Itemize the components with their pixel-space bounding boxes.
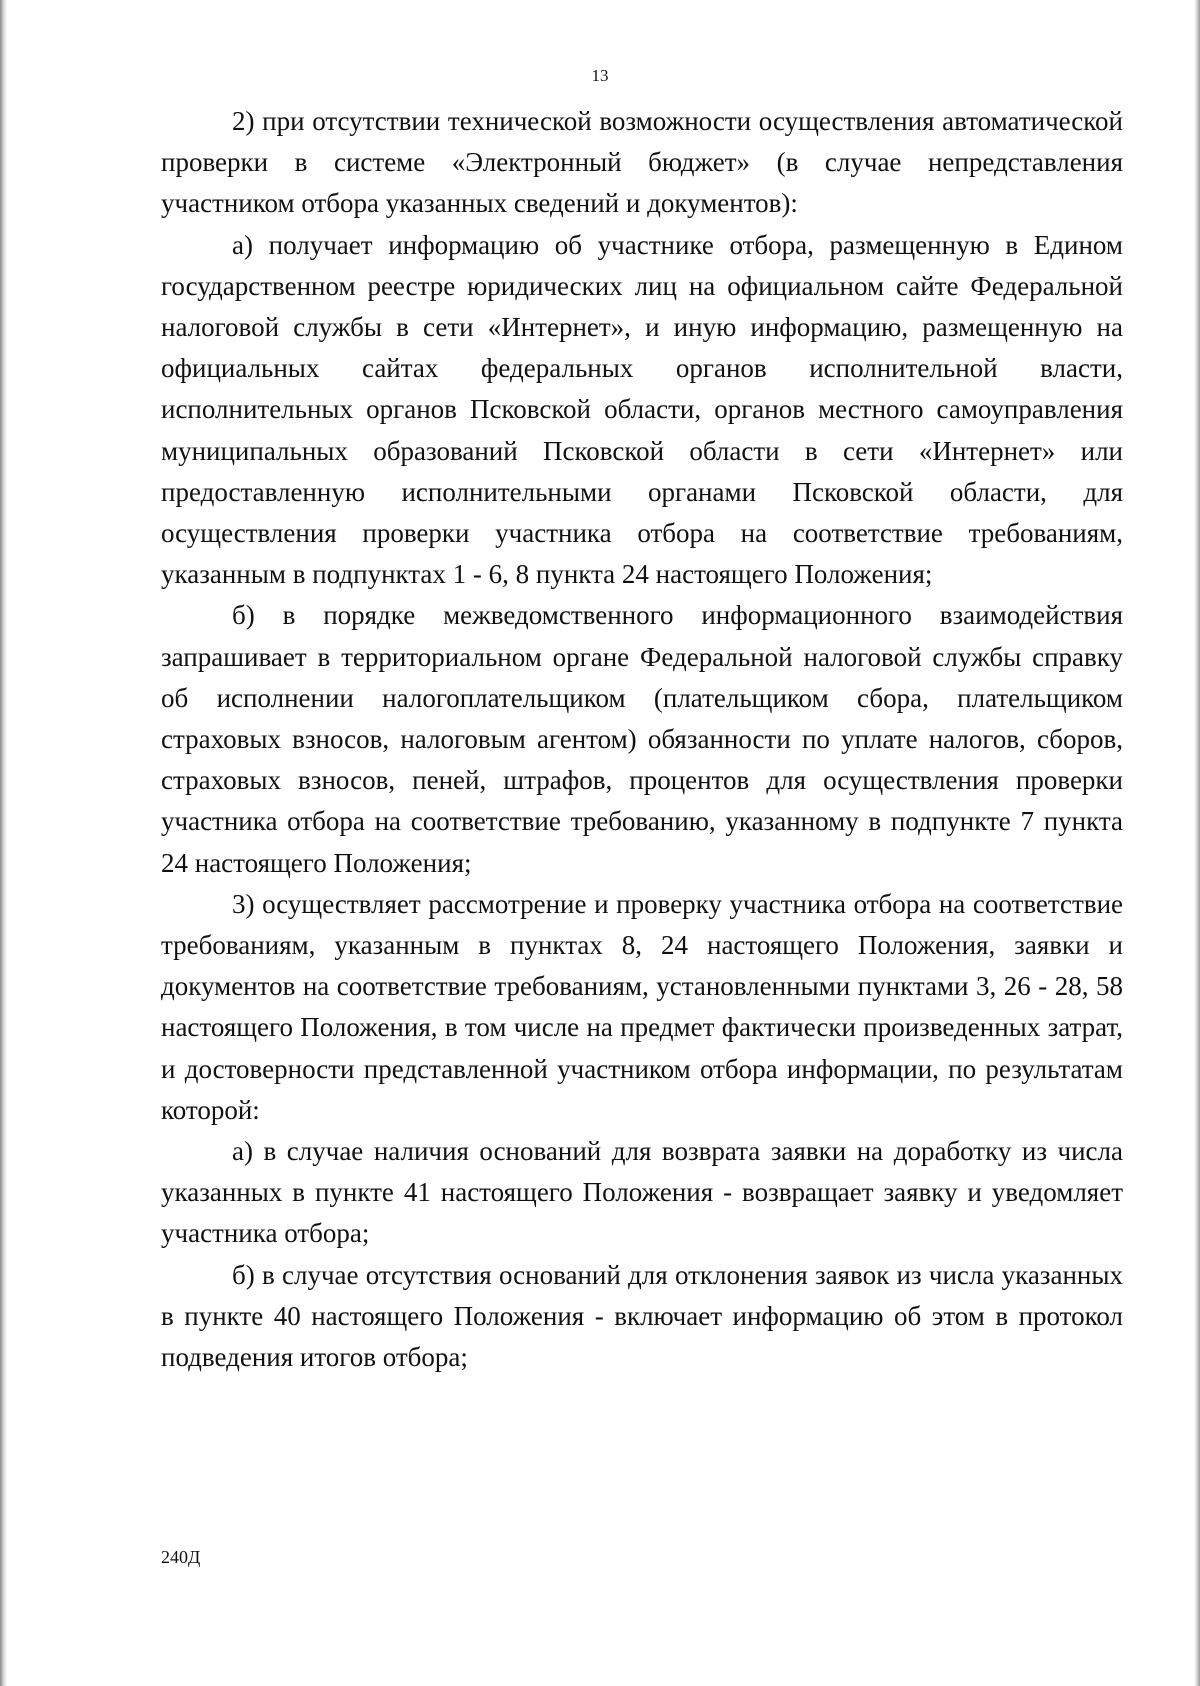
paragraph-subitem-a-return: а) в случае наличия оснований для возврата заявки на доработку из числа указанных в пункте 41 настоящего Положения - возвращает заявку и уведомляет участника отбора; <box>161 1136 1123 1249</box>
scan-edge-right <box>1194 0 1200 1686</box>
paragraph-subitem-b-tax-request: б) в порядке межведомственного информационного взаимодействия запрашивает в территориальном органе Федеральной налоговой службы справку об исполнении налогоплательщиком (плательщиком сбора, плательщиком страховых взносов, налоговым агентом) обязанности по уплате налогов, сборов, страховых взносов, пеней, штрафов, процентов для осуществления проверки участника отбора на соответствие требованию, указанному в подпункте 7 пункта 24 настоящего Положения; <box>161 600 1123 878</box>
scan-edge-left <box>0 0 7 1686</box>
paragraph-subitem-a-egrul: а) получает информацию об участнике отбора, размещенную в Едином государственном реестре юридических лиц на официальном сайте Федеральной налоговой службы в сети «Интернет», и иную информацию, размещенную на официальных сайтах федеральных органов исполнительной власти, исполнительных органов Псковской области, органов местного самоуправления муниципальных образований Псковской области в сети «Интернет» или предоставленную исполнительными органами Псковской области, для осуществления проверки участника отбора на соответствие требованиям, указанным в подпунктах 1 - 6, 8 пункта 24 настоящего Положения; <box>161 229 1123 590</box>
paragraph-subitem-b-protocol: б) в случае отсутствия оснований для отклонения заявок из числа указанных в пункте 40 настоящего Положения - включает информацию об этом в протокол подведения итогов отбора; <box>161 1259 1123 1373</box>
page-number: 13 <box>591 66 609 85</box>
footer-document-code: 240Д <box>161 1547 201 1567</box>
document-body <box>161 101 1123 1378</box>
paragraph-item-2: 2) при отсутствии технической возможности осуществления автоматической проверки в системе «Электронный бюджет» (в случае непредставления участником отбора указанных сведений и документов): <box>161 106 1123 219</box>
paragraph-item-3: 3) осуществляет рассмотрение и проверку участника отбора на соответствие требованиям, указанным в пунктах 8, 24 настоящего Положения, заявки и документов на соответствие требованиям, установленными пунктами 3, 26 - 28, 58 настоящего Положения, в том числе на предмет фактически произведенных затрат, и достоверности представленной участником отбора информации, по результатам которой: <box>161 888 1123 1125</box>
